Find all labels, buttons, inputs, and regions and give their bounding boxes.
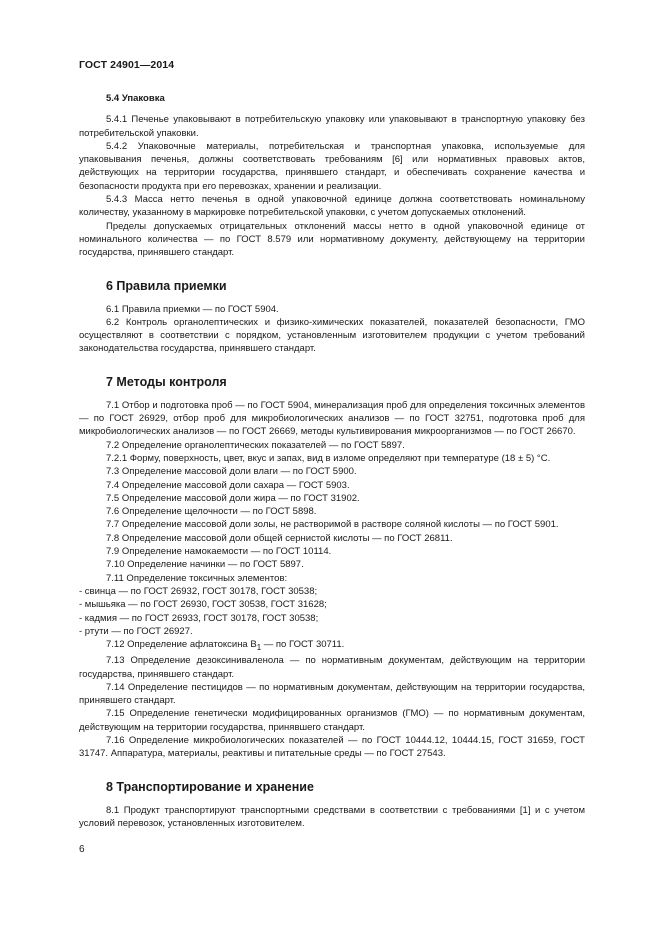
paragraph-7-13: 7.13 Определение дезоксиниваленола — по нормативным документам, действующим на территории государства, принявшего стандарт. [79, 655, 585, 680]
list-item: - кадмия — по ГОСТ 26933, ГОСТ 30178, ГОСТ 30538; [79, 612, 319, 624]
section-8-heading: 8 Транспортирование и хранение [106, 779, 314, 794]
subscript: 1 [256, 642, 262, 652]
page-number: 6 [79, 844, 85, 855]
paragraph-7-11: 7.11 Определение токсичных элементов: [106, 572, 288, 584]
toxic-elements-list [79, 585, 585, 638]
paragraph-7-3: 7.3 Определение массовой доли влаги — по ГОСТ 5900. [106, 466, 357, 478]
paragraph-7-5: 7.5 Определение массовой доли жира — по ГОСТ 31902. [106, 492, 360, 504]
paragraph-7-10: 7.10 Определение начинки — по ГОСТ 5897. [106, 559, 304, 571]
paragraph-7-14: 7.14 Определение пестицидов — по нормативным документам, действующим на территории государства, принявшего стандарт. [79, 681, 585, 707]
paragraph-7-12 [79, 638, 585, 654]
paragraph-7-16: 7.16 Определение микробиологических показателей — по ГОСТ 10444.12, 10444.15, ГОСТ 31659, ГОСТ 31747. Аппаратура, материалы, реактивы и питательные среды — по ГОСТ 27543. [79, 735, 585, 760]
paragraph-6-2: 6.2 Контроль органолептических и физико-химических показателей, показателей безопасности, ГМО осуществляют в соответствии с порядком, установленным изготовителем продукции с учетом требований законодательства государства, принявшего стандарт. [79, 316, 585, 355]
section-7-heading: 7 Методы контроля [106, 374, 227, 389]
document-id-header: ГОСТ 24901—2014 [79, 59, 175, 71]
document-body [79, 92, 585, 830]
paragraph-7-15: 7.15 Определение генетически модифицированных организмов (ГМО) — по нормативным документам, действующим на территории государства, принявшего стандарт. [79, 708, 585, 733]
paragraph-5-4-3-limits: Пределы допускаемых отрицательных отклонений массы нетто в одной упаковочной единице от номинального количества — по ГОСТ 8.579 или нормативному документу, действующему на территории государства, принявшего стандарт. [79, 220, 585, 259]
paragraph-5-4-3: 5.4.3 Масса нетто печенья в одной упаковочной единице должна соответствовать номинальному количеству, указанному в маркировке потребительской упаковки, с учетом допускаемых отклонений. [79, 194, 585, 219]
list-item: - свинца — по ГОСТ 26932, ГОСТ 30178, ГОСТ 30538; [79, 585, 318, 597]
paragraph-5-4-1: 5.4.1 Печенье упаковывают в потребительскую упаковку или упаковывают в транспортную упаковку без потребительской упаковки. [79, 114, 585, 139]
paragraph-7-8: 7.8 Определение массовой доли общей сернистой кислоты — по ГОСТ 26811. [106, 532, 453, 544]
paragraph-7-7: 7.7 Определение массовой доли золы, не растворимой в растворе соляной кислоты — по ГОСТ 5901. [106, 519, 559, 531]
paragraph-7-9: 7.9 Определение намокаемости — по ГОСТ 10114. [106, 546, 332, 558]
section-6-heading: 6 Правила приемки [106, 278, 227, 293]
list-item: - мышьяка — по ГОСТ 26930, ГОСТ 30538, ГОСТ 31628; [79, 599, 327, 611]
paragraph-7-12-text: 7.12 Определение афлатоксина В [106, 639, 257, 651]
paragraph-7-12-tail: — по ГОСТ 30711. [261, 639, 345, 651]
paragraph-7-6: 7.6 Определение щелочности — по ГОСТ 5898. [106, 506, 317, 518]
paragraph-7-2-1: 7.2.1 Форму, поверхность, цвет, вкус и запах, вид в изломе определяют при температуре (18 ± 5) °С. [106, 452, 551, 464]
paragraph-7-1: 7.1 Отбор и подготовка проб — по ГОСТ 5904, минерализация проб для определения токсичных элементов — по ГОСТ 26929, отбор проб для микробиологических анализов — по ГОСТ 32751, подготовка проб для микробиологических анализов — по ГОСТ 26669, методы культивирования микроорганизмов — по ГОСТ 26670. [79, 399, 585, 438]
paragraph-7-2: 7.2 Определение органолептических показателей — по ГОСТ 5897. [106, 439, 405, 451]
paragraph-8-1: 8.1 Продукт транспортируют транспортными средствами в соответствии с требованиями [1] и с учетом условий перевозок, установленных изготовителем. [79, 804, 585, 829]
list-item: - ртути — по ГОСТ 26927. [79, 625, 193, 637]
paragraph-7-4: 7.4 Определение массовой доли сахара — ГОСТ 5903. [106, 479, 350, 491]
paragraph-6-1: 6.1 Правила приемки — по ГОСТ 5904. [106, 303, 279, 315]
paragraph-5-4-2: 5.4.2 Упаковочные материалы, потребительская и транспортная упаковка, используемые для упаковывания печенья, должны соответствовать требованиям [6] или нормативных правовых актов, действующих на территории государства, принявшего стандарт, и обеспечивать сохранение качества и безопасности продукта при его перевозках, хранении и реализации. [79, 140, 585, 192]
section-5-4-heading: 5.4 Упаковка [106, 93, 165, 104]
